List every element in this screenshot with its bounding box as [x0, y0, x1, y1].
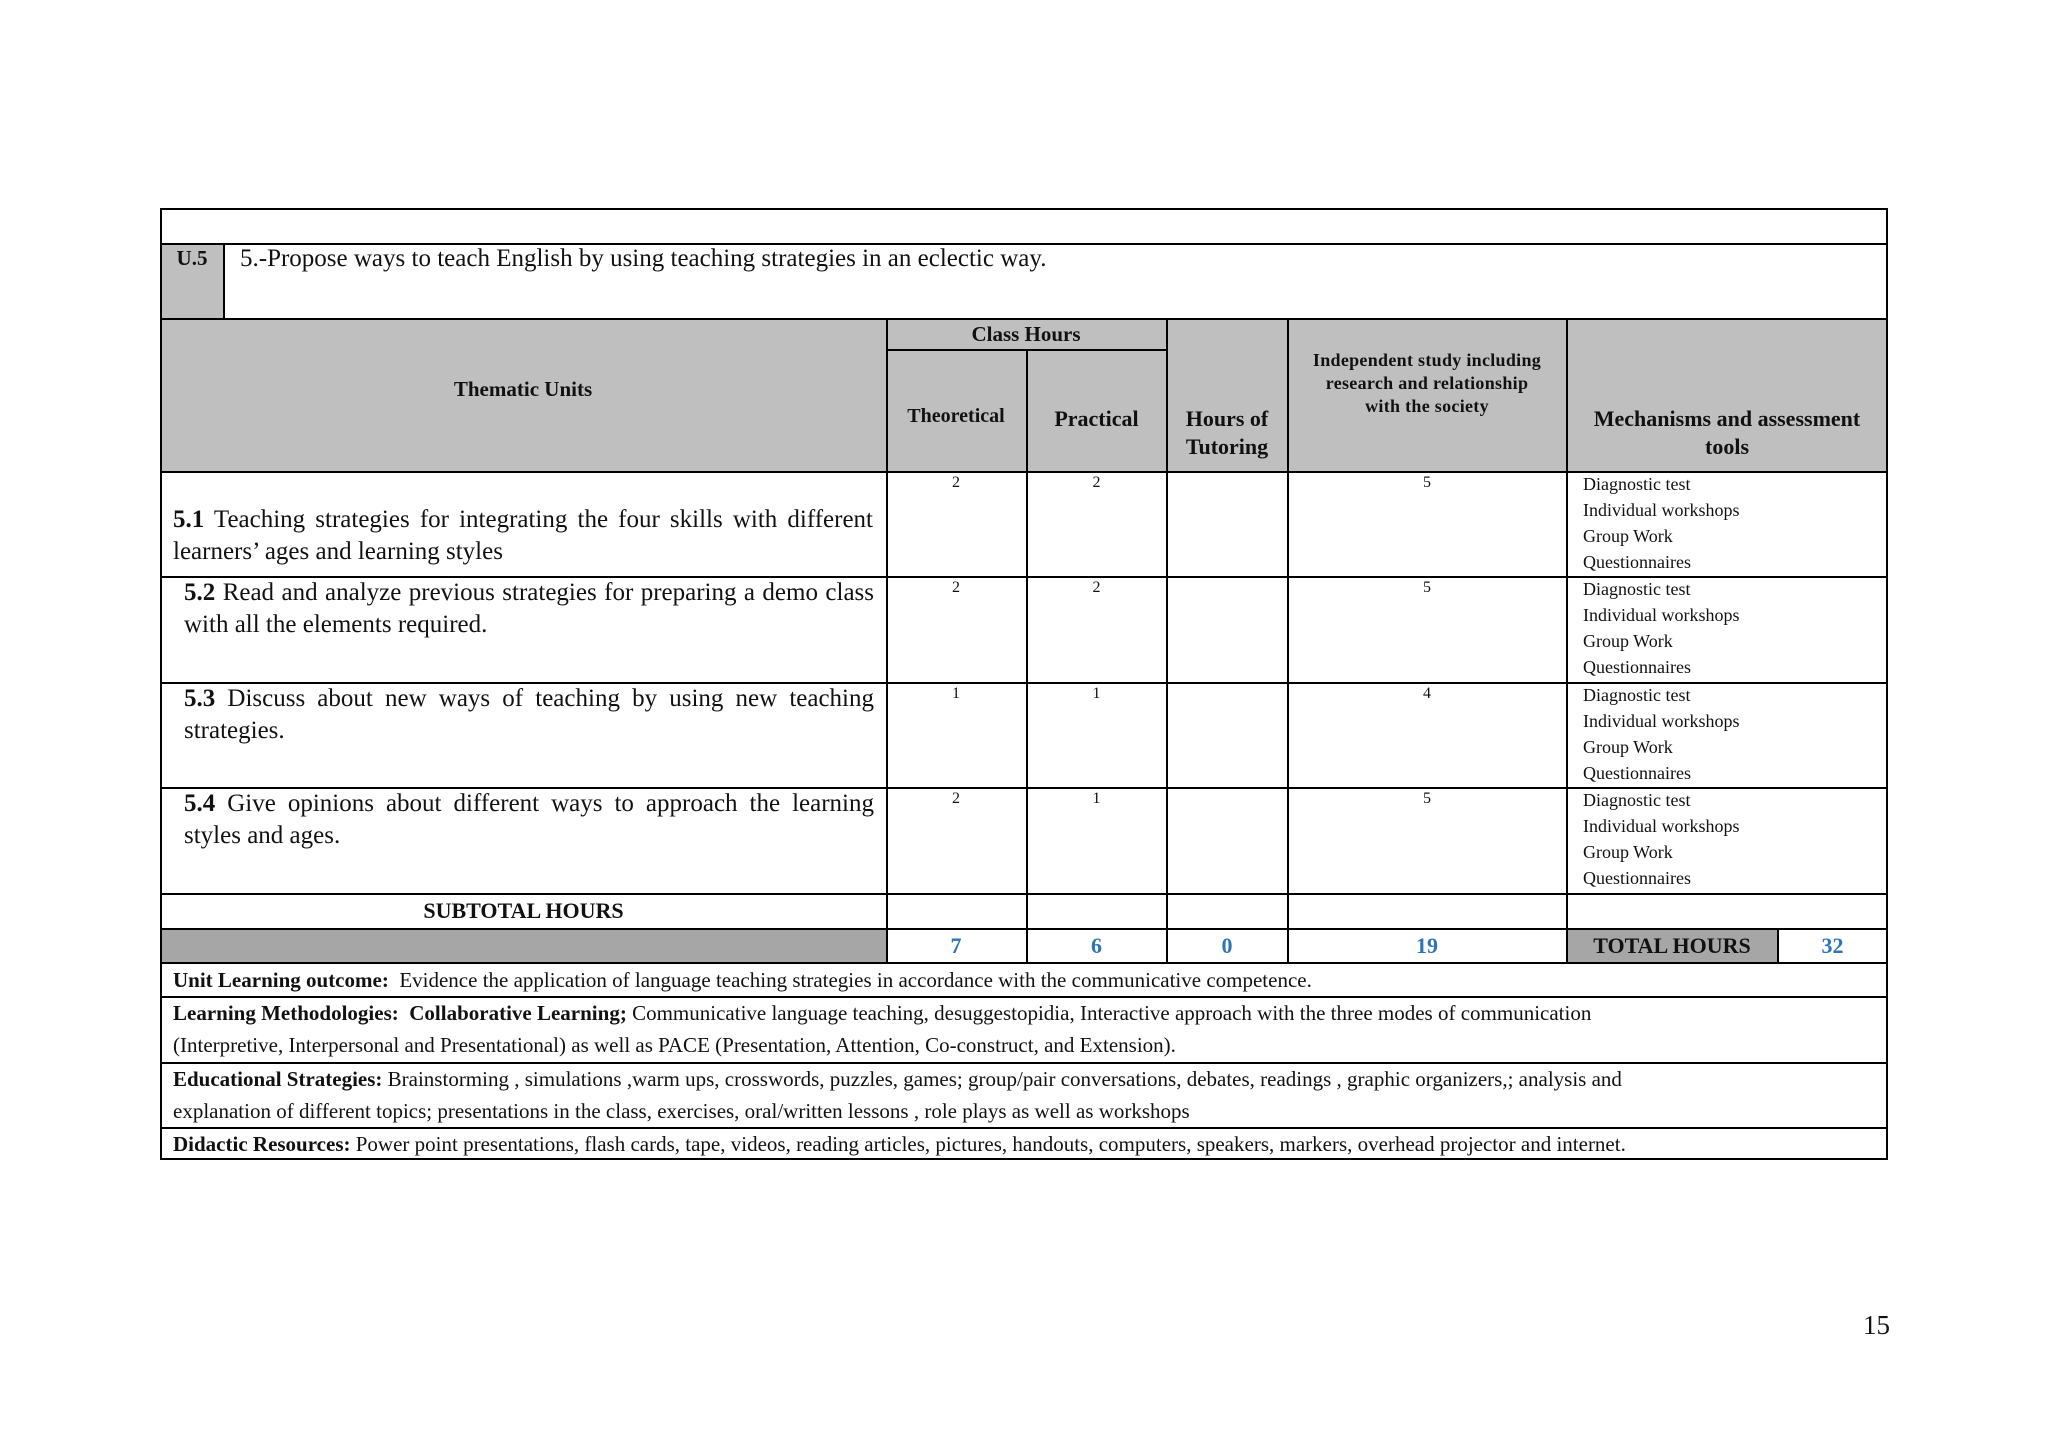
- header-mechanisms: [1567, 405, 1887, 461]
- outcome-text: Evidence the application of language teaching strategies in accordance with the communicative competence.: [399, 968, 1312, 992]
- row-number: 5.4: [184, 790, 216, 817]
- header-tutoring-line1: Hours of: [1185, 406, 1269, 431]
- mechanism-item: Group Work: [1583, 526, 1673, 546]
- cell-practical: 1: [1092, 790, 1101, 807]
- mechanism-item: Diagnostic test: [1583, 579, 1691, 599]
- row-number: 5.2: [184, 579, 216, 606]
- row-text: Teaching strategies for integrating the four skills with different learners’ ages and learning styles: [173, 506, 873, 565]
- educational-strategies: [173, 1063, 1883, 1127]
- thematic-unit-5-4: [184, 788, 874, 852]
- header-theoretical: Theoretical: [907, 405, 1005, 427]
- methodologies-text: Communicative language teaching, desuggestopidia, Interactive approach with the three modes of communication: [632, 1001, 1592, 1025]
- header-tutoring-line2: Tutoring: [1185, 434, 1269, 459]
- row-text: Give opinions about different ways to approach the learning styles and ages.: [184, 790, 874, 849]
- subtotal-tutoring: 0: [1221, 933, 1233, 958]
- row-text: Discuss about new ways of teaching by using new teaching strategies.: [184, 685, 874, 744]
- total-hours-label: TOTAL HOURS: [1593, 933, 1751, 958]
- header-practical: Practical: [1054, 406, 1139, 431]
- subtotal-practical: 6: [1091, 933, 1102, 958]
- rule: [1026, 349, 1028, 963]
- cell-independent: 5: [1423, 790, 1431, 807]
- unit-code: U.5: [176, 246, 208, 270]
- cell-mechanisms: [1583, 682, 1883, 786]
- header-mechanisms-line1: Mechanisms and assessment: [1593, 406, 1861, 431]
- mechanism-item: Group Work: [1583, 631, 1673, 651]
- mechanism-item: Individual workshops: [1583, 711, 1740, 731]
- total-hours-value: 32: [1821, 933, 1844, 958]
- mechanism-item: Individual workshops: [1583, 500, 1740, 520]
- mechanism-item: Diagnostic test: [1583, 790, 1691, 810]
- resources-text: Power point presentations, flash cards, tape, videos, reading articles, pictures, handouts, computers, speakers, markers, overhead projector and internet.: [355, 1132, 1626, 1156]
- cell-theoretical: 2: [952, 474, 960, 491]
- methodologies-label: Learning Methodologies:: [173, 1001, 399, 1025]
- mechanism-item: Individual workshops: [1583, 816, 1740, 836]
- subtotal-theoretical: 7: [950, 933, 962, 958]
- cell-independent: 4: [1423, 685, 1431, 702]
- cell-mechanisms: [1583, 787, 1883, 891]
- mechanism-item: Questionnaires: [1583, 868, 1691, 888]
- outcome-label: Unit Learning outcome:: [173, 968, 389, 992]
- thematic-unit-5-3: [184, 683, 874, 747]
- cell-mechanisms: [1583, 471, 1883, 575]
- header-thematic-units: Thematic Units: [453, 377, 593, 401]
- subtotal-independent: 19: [1416, 933, 1438, 958]
- cell-independent: 5: [1423, 579, 1431, 596]
- cell-independent: 5: [1423, 474, 1431, 491]
- methodologies-sub: Collaborative Learning;: [409, 1001, 627, 1025]
- header-class-hours: Class Hours: [971, 322, 1081, 346]
- strategies-text-cont: explanation of different topics; presentations in the class, exercises, oral/written lessons , role plays as well as workshops: [173, 1099, 1190, 1123]
- mechanism-item: Questionnaires: [1583, 552, 1691, 572]
- unit-learning-outcome: [173, 964, 1883, 996]
- cell-theoretical: 2: [952, 579, 960, 596]
- rule: [223, 243, 225, 319]
- header-tutoring: [1167, 405, 1287, 461]
- row-number: 5.3: [184, 685, 216, 712]
- learning-methodologies: [173, 997, 1883, 1061]
- cell-theoretical: 1: [952, 685, 960, 702]
- strategies-text: Brainstorming , simulations ,warm ups, crosswords, puzzles, games; group/pair conversations, debates, readings , graphic organizers,; analysis and: [387, 1067, 1622, 1091]
- methodologies-text-cont: (Interpretive, Interpersonal and Presentational) as well as PACE (Presentation, Attention, Co-construct, and Extension).: [173, 1033, 1176, 1057]
- cell-practical: 1: [1092, 685, 1101, 702]
- mechanism-item: Group Work: [1583, 737, 1673, 757]
- page-number: 15: [1863, 1310, 1890, 1340]
- thematic-unit-5-2: [184, 577, 874, 641]
- mechanism-item: Group Work: [1583, 842, 1673, 862]
- cell-practical: 2: [1092, 474, 1101, 491]
- cell-theoretical: 2: [952, 790, 960, 807]
- mechanism-item: Diagnostic test: [1583, 474, 1691, 494]
- header-independent-study: [1288, 349, 1566, 418]
- unit-objective: 5.-Propose ways to teach English by using teaching strategies in an eclectic way.: [240, 245, 1047, 272]
- subtotal-label: SUBTOTAL HOURS: [423, 898, 624, 923]
- header-independent-line3: with the society: [1365, 396, 1489, 416]
- header-independent-line2: research and relationship: [1325, 373, 1529, 393]
- row-number: 5.1: [173, 506, 205, 533]
- strategies-label: Educational Strategies:: [173, 1067, 383, 1091]
- header-mechanisms-line2: tools: [1705, 434, 1749, 459]
- cell-mechanisms: [1583, 576, 1883, 680]
- mechanism-item: Diagnostic test: [1583, 685, 1691, 705]
- thematic-unit-5-1: [173, 504, 873, 568]
- rule: [160, 928, 1888, 930]
- resources-label: Didactic Resources:: [173, 1132, 351, 1156]
- mechanism-item: Individual workshops: [1583, 605, 1740, 625]
- mechanism-item: Questionnaires: [1583, 763, 1691, 783]
- row-text: Read and analyze previous strategies for preparing a demo class with all the elements required.: [184, 579, 874, 638]
- header-independent-line1: Independent study including: [1312, 350, 1542, 370]
- didactic-resources: [173, 1128, 1883, 1160]
- mechanism-item: Questionnaires: [1583, 657, 1691, 677]
- cell-practical: 2: [1092, 579, 1101, 596]
